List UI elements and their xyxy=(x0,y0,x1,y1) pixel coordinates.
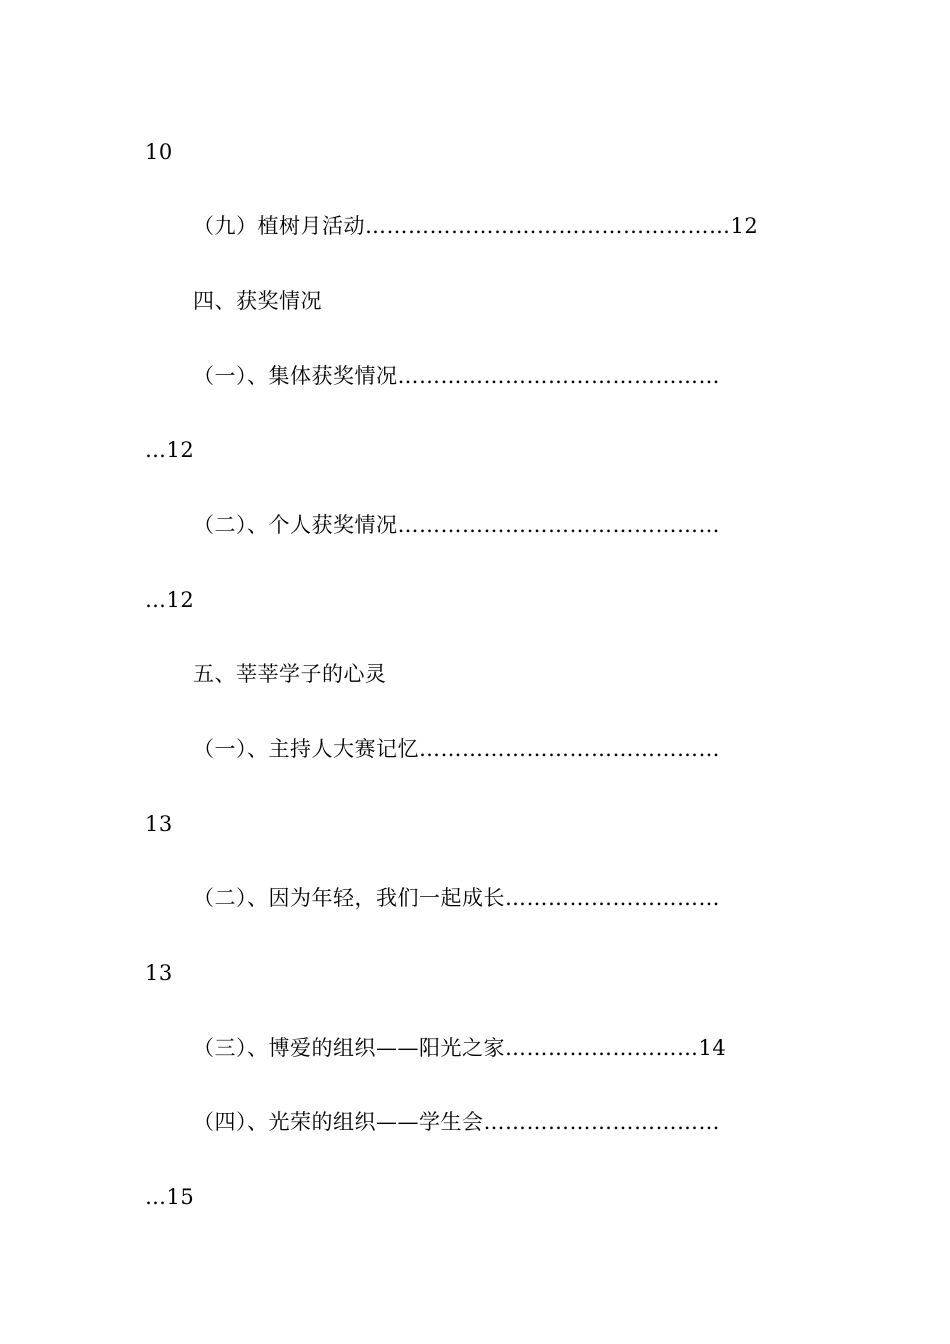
toc-entry: （二）、因为年轻，我们一起成长………………………… xyxy=(193,886,720,910)
toc-page-number: …15 xyxy=(145,1185,195,1209)
toc-page-number: 13 xyxy=(145,961,173,985)
toc-entry: （四）、光荣的组织——学生会…………………………… xyxy=(193,1110,720,1134)
toc-section-heading: 四、获奖情况 xyxy=(193,289,322,313)
toc-entry: （九）植树月活动……………………………………………12 xyxy=(193,214,759,238)
toc-entry: （三）、博爱的组织——阳光之家………………………14 xyxy=(193,1036,727,1060)
toc-page-number: …12 xyxy=(145,438,195,462)
toc-section-heading: 五、莘莘学子的心灵 xyxy=(193,662,387,686)
toc-page-number: 13 xyxy=(145,812,173,836)
toc-page-number: …12 xyxy=(145,588,195,612)
toc-page-number: 10 xyxy=(145,140,173,164)
toc-entry: （一）、集体获奖情况……………………………………… xyxy=(193,364,720,388)
toc-entry: （一）、主持人大赛记忆…………………………………… xyxy=(193,737,720,761)
toc-entry: （二）、个人获奖情况……………………………………… xyxy=(193,513,720,537)
